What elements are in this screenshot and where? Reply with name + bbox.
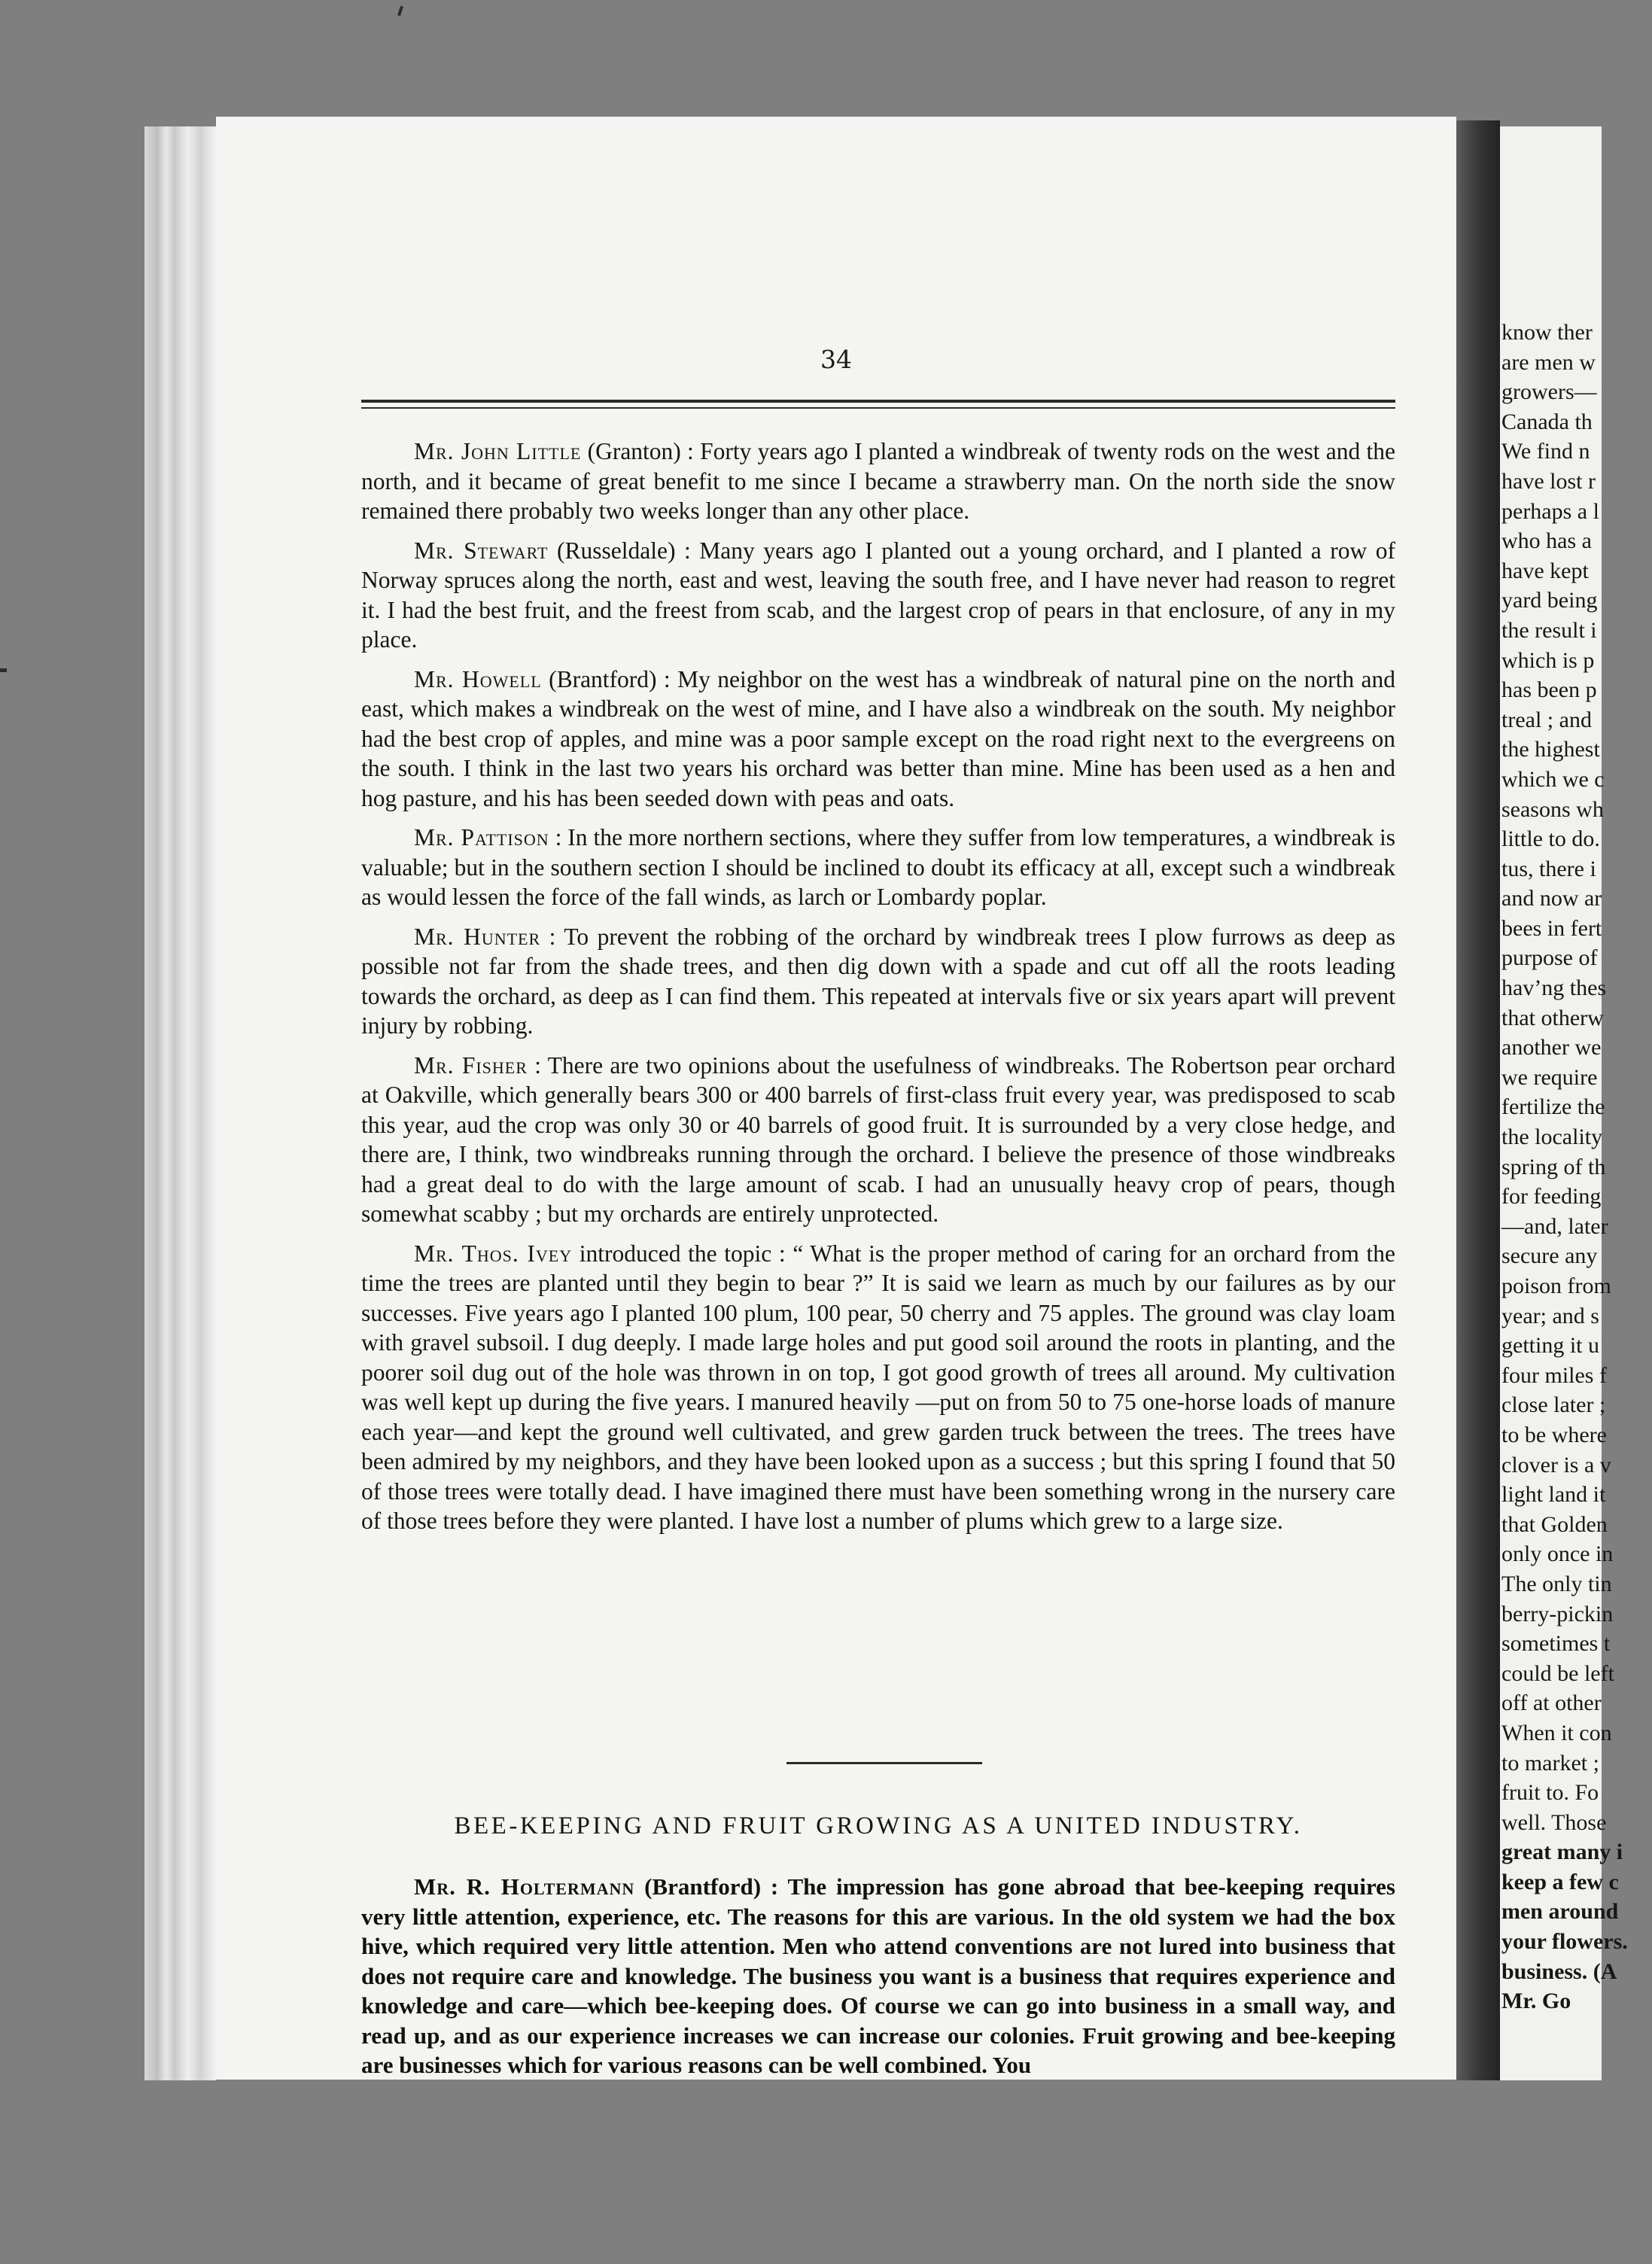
section-heading: BEE-KEEPING AND FRUIT GROWING AS A UNITED INDUSTRY. (454, 1812, 1303, 1840)
facing-page-line: light land it (1501, 1482, 1606, 1508)
paragraph-text: My neighbor on the west has a windbreak of natural pine on the north and east, which makes a windbreak on the west of mine, and I have also a windbreak on the south. My neighbor had the best crop of apples, and mine was a poor sample except on the road right next to the evergreens on the south. I think in the last two years his orchard was better than mine. Mine has been used as a hen and hog pasture, and his has been seeded down with peas and oats. (361, 665, 1395, 811)
speaker-name: Mr. R. Holtermann (414, 1873, 635, 1900)
facing-page-line: four miles f (1501, 1362, 1607, 1388)
speaker-affiliation: : (527, 1051, 548, 1079)
facing-page-line: fruit to. Fo (1501, 1780, 1599, 1806)
facing-page-line: could be left (1501, 1660, 1614, 1686)
facing-page-line: seasons wh (1501, 796, 1604, 822)
facing-page-line: men around (1501, 1899, 1619, 1925)
facing-page-line: tus, there i (1501, 856, 1596, 881)
facing-page-line: spring of th (1501, 1154, 1606, 1179)
facing-page-line: perhaps a l (1501, 498, 1599, 524)
paragraph (361, 665, 1395, 814)
facing-page-line: Mr. Go (1501, 1989, 1571, 2014)
facing-page-line: hav’ng thes (1501, 975, 1607, 1001)
book-edge (145, 126, 216, 2080)
facing-page-line: and now ar (1501, 886, 1602, 911)
facing-page-line: that otherw (1501, 1005, 1604, 1030)
facing-page-line: off at other (1501, 1690, 1602, 1716)
facing-page-line: bees in fert (1501, 915, 1602, 941)
facing-page-line: We find n (1501, 439, 1590, 464)
facing-page-line: to be where (1501, 1422, 1607, 1447)
paragraph-text: Forty years ago I planted a windbreak of twenty rods on the west and the north, and it became of great benefit to me since I became a strawberry man. On the north side the snow remained there probably two weeks longer than any other place. (361, 438, 1395, 524)
facing-page-line: treal ; and (1501, 707, 1592, 732)
facing-page-line: year; and s (1501, 1303, 1599, 1328)
paragraph (361, 1051, 1395, 1229)
facing-page-line: the highest (1501, 737, 1600, 762)
facing-page-line: for feeding (1501, 1184, 1602, 1210)
facing-page-line: we require (1501, 1064, 1598, 1090)
facing-page-line: has been p (1501, 677, 1597, 703)
scan-speck (397, 6, 403, 17)
paragraph (361, 1239, 1395, 1536)
paragraph (361, 823, 1395, 912)
facing-page-line: growers— (1501, 379, 1597, 405)
facing-page-line: well. Those (1501, 1809, 1607, 1835)
facing-page (1500, 126, 1628, 2080)
facing-page-line: your flowers. (1501, 1929, 1628, 1955)
discussion-text (361, 437, 1395, 1546)
speaker-name: Mr. Hunter (414, 923, 541, 950)
facing-page-line: that Golden (1501, 1511, 1608, 1537)
section-divider (786, 1762, 982, 1764)
scan-speck (0, 668, 7, 672)
facing-page-line: —and, later (1501, 1213, 1608, 1239)
speaker-affiliation (572, 1240, 580, 1267)
facing-page-line: Canada th (1501, 409, 1593, 434)
facing-page-line: another we (1501, 1035, 1602, 1060)
facing-page-line: purpose of (1501, 945, 1598, 971)
facing-page-line: keep a few c (1501, 1869, 1619, 1894)
facing-page-line: sometimes t (1501, 1631, 1611, 1657)
speaker-affiliation: (Brantford) : (634, 1873, 788, 1900)
facing-page-line: are men w (1501, 349, 1596, 375)
facing-page-line: yard being (1501, 588, 1598, 613)
facing-page-line: poison from (1501, 1274, 1611, 1298)
speaker-name: Mr. Stewart (414, 537, 549, 564)
page-number: 34 (820, 345, 852, 374)
speaker-affiliation: (Russeldale) : (548, 537, 700, 564)
speaker-name: Mr. Pattison (414, 824, 549, 851)
facing-page-text (1501, 318, 1652, 2016)
paragraph-text: The impression has gone abroad that bee-keeping requires very little attention, experience, etc. The reasons for this are various. In the old system we had the box hive, which required very little attention. Men who attend conventions are not lured into business that does not require care and knowledge. The business you want is a business that requires experience and knowledge and care—which bee-keeping does. Of course we can go into business in a small way, and read up, and as our experience increases we can increase our colonies. Fruit growing and bee-keeping are businesses which for various reasons can be well combined. You (361, 1873, 1395, 2078)
speaker-name: Mr. John Little (414, 438, 582, 464)
header-rule-thin (361, 407, 1395, 409)
facing-page-line: have kept (1501, 558, 1589, 583)
paragraph (361, 1872, 1395, 2080)
speaker-name: Mr. Thos. Ivey (414, 1240, 573, 1267)
header-rule (361, 400, 1395, 403)
speaker-name: Mr. Fisher (414, 1051, 528, 1079)
facing-page-line: close later ; (1501, 1392, 1606, 1418)
facing-page-line: great many i (1501, 1840, 1623, 1865)
speaker-affiliation: : (549, 824, 568, 851)
left-page (216, 117, 1456, 2080)
facing-page-line: clover is a v (1501, 1452, 1611, 1477)
facing-page-line: who has a (1501, 528, 1592, 554)
facing-page-line: which is p (1501, 647, 1595, 673)
speaker-affiliation: (Granton) : (581, 438, 701, 464)
facing-page-line: which we c (1501, 766, 1605, 792)
facing-page-line: know ther (1501, 320, 1593, 345)
facing-page-line: only once in (1501, 1541, 1614, 1567)
facing-page-line: the result i (1501, 617, 1597, 643)
paragraph (361, 437, 1395, 526)
facing-page-line: berry-pickin (1501, 1601, 1614, 1626)
speaker-affiliation: : (540, 923, 564, 950)
facing-page-line: have lost r (1501, 468, 1596, 494)
facing-page-line: The only tin (1501, 1571, 1612, 1596)
speaker-name: Mr. Howell (414, 665, 542, 692)
facing-page-line: getting it u (1501, 1333, 1599, 1359)
facing-page-line: little to do. (1501, 826, 1600, 852)
facing-page-line: secure any (1501, 1243, 1598, 1269)
paragraph-text: There are two opinions about the usefulness of windbreaks. The Robertson pear orchard at Oakville, which generally bears 300 or 400 barrels of first-class fruit every year, was predisposed to scab this year, aud the crop was only 30 or 40 barrels of good fruit. It is surrounded by a very close hedge, and there are, I think, two windbreaks running through the orchard. I believe the presence of those windbreaks had a great deal to do with the large amount of scab. I had an unusually heavy crop of pears, though somewhat scabby ; but my orchards are entirely unprotected. (361, 1051, 1396, 1227)
paragraph (361, 536, 1395, 655)
paragraph-text: introduced the topic : “ What is the proper method of caring for an orchard from the time the trees are planted until they begin to bear ?” It is said we learn as much by our failures as by our successes. Five years ago I planted 100 plum, 100 pear, 50 cherry and 75 apples. The ground was clay loam with gravel subsoil. I dug deeply. I made large holes and put good soil around the roots in planting, and the poorer soil dug out of the hole was thrown in on top, I got good growth of trees all around. My cultivation was well kept up during the five years. I manured heavily —put on from 50 to 75 one-horse loads of manure each year—and kept the ground well cultivated, and grew garden truck between the trees. The trees have been admired by my neighbors, and they have been looked upon as a success ; but this spring I found that 50 of those trees were totally dead. I have imagined there must have been something wrong in the nursery care of those trees before they were planted. I have lost a number of plums which grew to a large size. (361, 1240, 1395, 1534)
paragraph (361, 922, 1395, 1041)
book-gutter (1456, 120, 1500, 2080)
bee-keeping-text (361, 1872, 1395, 2080)
paragraph-text: Many years ago I planted out a young orchard, and I planted a row of Norway spruces along the north, east and west, leaving the south free, and I have never had reason to regret it. I had the best fruit, and the freest from scab, and the largest crop of pears in that enclosure, of any in my place. (361, 537, 1395, 653)
paragraph-text: In the more northern sections, where they suffer from low temperatures, a windbreak is valuable; but in the southern section I should be inclined to doubt its efficacy at all, except such a windbreak as would lessen the force of the fall winds, as larch or Lombardy poplar. (361, 824, 1395, 910)
facing-page-line: business. (A (1501, 1958, 1617, 1984)
speaker-affiliation: (Brantford) : (541, 665, 678, 692)
facing-page-line: the locality (1501, 1124, 1603, 1150)
facing-page-line: When it con (1501, 1720, 1612, 1745)
facing-page-line: to market ; (1501, 1750, 1599, 1776)
paragraph-text: To prevent the robbing of the orchard by windbreak trees I plow furrows as deep as possible not far from the shade trees, and then dig down with a spade and cut off all the roots leading towards the orchard, as deep as I can find them. This repeated at intervals five or six years apart will prevent injury by robbing. (361, 923, 1396, 1039)
facing-page-line: fertilize the (1501, 1094, 1605, 1120)
